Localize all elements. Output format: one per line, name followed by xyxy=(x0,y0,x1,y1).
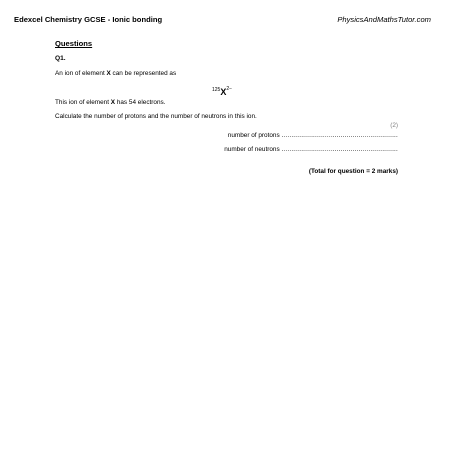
intro-post: can be represented as xyxy=(110,70,177,77)
marks-available: (2) xyxy=(390,122,398,129)
answer-neutrons-dots: ........................................................... xyxy=(281,146,398,153)
ion-mass-number: 125 xyxy=(212,87,221,93)
question-intro xyxy=(55,70,176,77)
ion-element: X xyxy=(220,87,227,97)
electrons-element: X xyxy=(110,99,116,106)
answer-protons-dots: ........................................................... xyxy=(281,132,398,139)
question-electrons xyxy=(55,99,166,106)
answer-neutrons-label: number of neutrons xyxy=(224,146,280,153)
intro-element: X xyxy=(106,70,111,77)
header-title: Edexcel Chemistry GCSE - Ionic bonding xyxy=(14,15,163,24)
question-instruction: Calculate the number of protons and the number of neutrons in this ion. xyxy=(55,113,257,120)
section-heading: Questions xyxy=(55,39,93,48)
electrons-post: has 54 electrons. xyxy=(115,99,166,106)
electrons-pre: This ion of element xyxy=(55,99,111,106)
answer-line-protons[interactable] xyxy=(228,132,398,139)
header-site: PhysicsAndMathsTutor.com xyxy=(337,15,431,24)
question-number: Q1. xyxy=(55,55,66,62)
intro-pre: An ion of element xyxy=(55,70,107,77)
ion-symbol xyxy=(212,82,232,100)
question-total: (Total for question = 2 marks) xyxy=(308,168,398,175)
ion-charge: 2− xyxy=(226,86,233,92)
answer-line-neutrons[interactable] xyxy=(224,146,398,153)
answer-protons-label: number of protons xyxy=(227,132,280,139)
